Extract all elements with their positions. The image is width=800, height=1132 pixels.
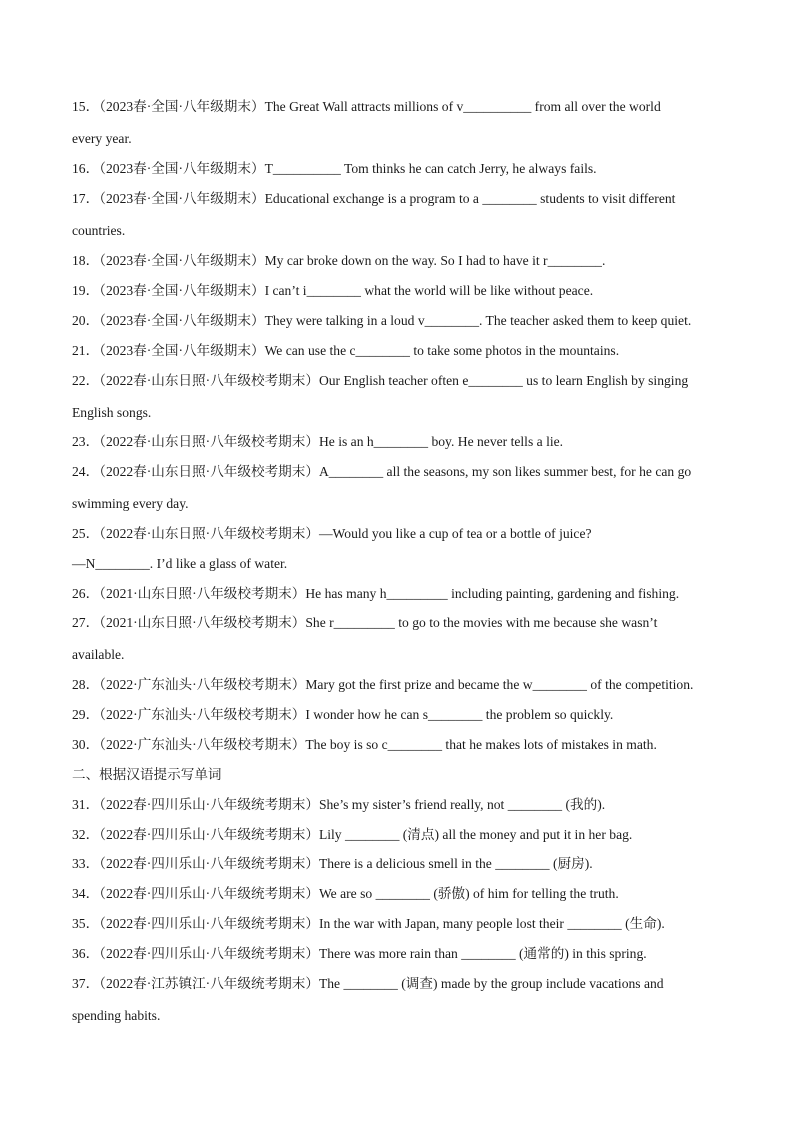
question-21: 21．（2023春·全国·八年级期末）We can use the c________ to take some photos in the mountains. xyxy=(72,343,620,358)
question-15-line-2: every year. xyxy=(72,131,132,146)
question-25-line-1: 25．（2022春·山东日照·八年级校考期末）—Would you like a cup of tea or a bottle of juice? xyxy=(72,526,592,541)
question-25-line-2: —N________. I’d like a glass of water. xyxy=(72,556,288,571)
question-27-line-1: 27．（2021·山东日照·八年级校考期末）She r_________ to go to the movies with me because she wasn’t xyxy=(72,615,658,630)
question-17-line-2: countries. xyxy=(72,223,126,238)
question-24-line-1: 24．（2022春·山东日照·八年级校考期末）A________ all the seasons, my son likes summer best, for he can go xyxy=(72,464,692,479)
question-22-line-1: 22．（2022春·山东日照·八年级校考期末）Our English teacher often e________ us to learn English by singing xyxy=(72,373,689,388)
question-37-line-2: spending habits. xyxy=(72,1008,161,1023)
question-34: 34．（2022春·四川乐山·八年级统考期末）We are so ________ (骄傲) of him for telling the truth. xyxy=(72,886,619,901)
question-36: 36．（2022春·四川乐山·八年级统考期末）There was more rain than ________ (通常的) in this spring. xyxy=(72,946,647,961)
question-20: 20．（2023春·全国·八年级期末）They were talking in a loud v________. The teacher asked them to keep quiet. xyxy=(72,313,692,328)
question-29: 29．（2022·广东汕头·八年级校考期末）I wonder how he can s________ the problem so quickly. xyxy=(72,707,614,722)
question-30: 30．（2022·广东汕头·八年级校考期末）The boy is so c________ that he makes lots of mistakes in math. xyxy=(72,737,657,752)
question-24-line-2: swimming every day. xyxy=(72,496,189,511)
question-16: 16．（2023春·全国·八年级期末）T__________ Tom thinks he can catch Jerry, he always fails. xyxy=(72,161,597,176)
section-2-heading: 二、根据汉语提示写单词 xyxy=(72,767,222,782)
question-19: 19．（2023春·全国·八年级期末）I can’t i________ what the world will be like without peace. xyxy=(72,283,594,298)
question-33: 33．（2022春·四川乐山·八年级统考期末）There is a delicious smell in the ________ (厨房). xyxy=(72,856,593,871)
question-37-line-1: 37．（2022春·江苏镇江·八年级统考期末）The ________ (调查) made by the group include vacations and xyxy=(72,976,664,991)
question-27-line-2: available. xyxy=(72,647,125,662)
question-32: 32．（2022春·四川乐山·八年级统考期末）Lily ________ (清点) all the money and put it in her bag. xyxy=(72,827,633,842)
question-18: 18．（2023春·全国·八年级期末）My car broke down on the way. So I had to have it r________. xyxy=(72,253,606,268)
question-35: 35．（2022春·四川乐山·八年级统考期末）In the war with Japan, many people lost their ________ (生命). xyxy=(72,916,665,931)
question-26: 26．（2021·山东日照·八年级校考期末）He has many h_________ including painting, gardening and fishing. xyxy=(72,586,680,601)
question-31: 31．（2022春·四川乐山·八年级统考期末）She’s my sister’s friend really, not ________ (我的). xyxy=(72,797,606,812)
question-17-line-1: 17．（2023春·全国·八年级期末）Educational exchange is a program to a ________ students to visit different xyxy=(72,191,676,206)
question-28: 28．（2022·广东汕头·八年级校考期末）Mary got the first prize and became the w________ of the competition. xyxy=(72,677,694,692)
question-23: 23．（2022春·山东日照·八年级校考期末）He is an h________ boy. He never tells a lie. xyxy=(72,434,564,449)
question-22-line-2: English songs. xyxy=(72,405,152,420)
question-15-line-1: 15．（2023春·全国·八年级期末）The Great Wall attracts millions of v__________ from all over the world xyxy=(72,99,661,114)
